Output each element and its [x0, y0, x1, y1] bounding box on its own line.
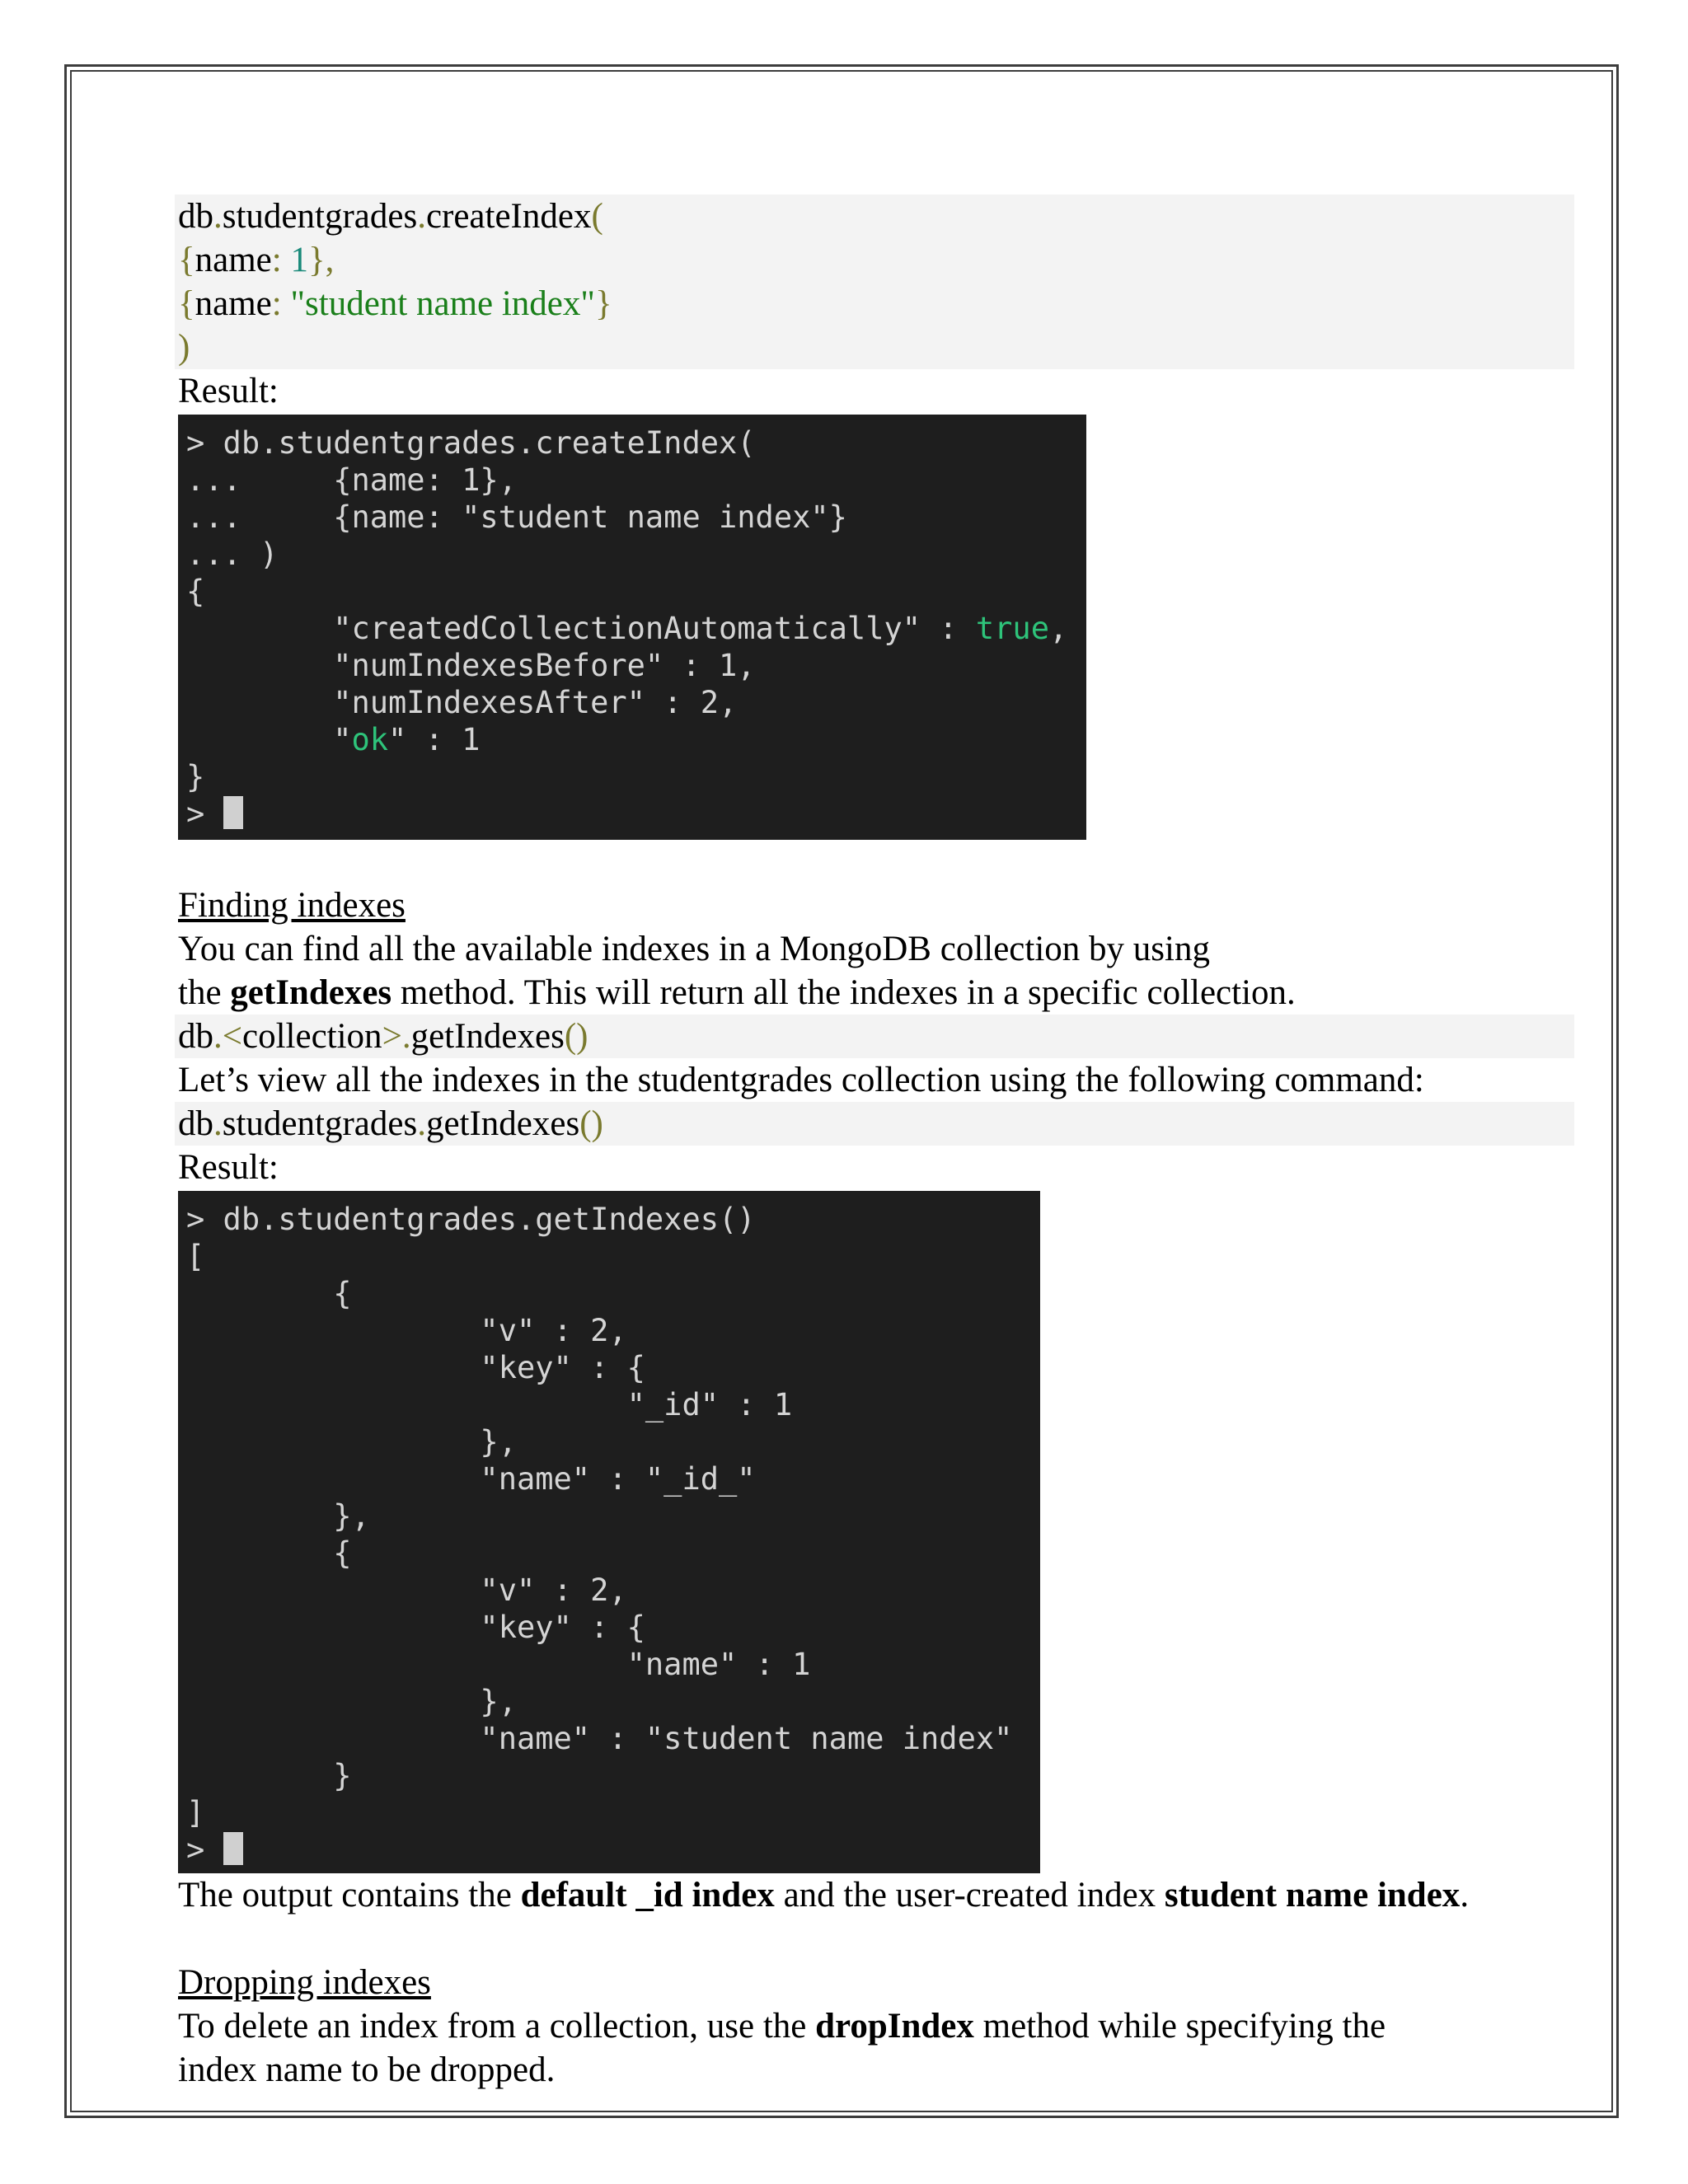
text: the: [178, 973, 231, 1012]
terminal-line: {: [186, 574, 205, 609]
create-index-code-block: [175, 194, 1574, 369]
code-token: db: [178, 197, 213, 236]
cursor-icon: [223, 796, 243, 829]
code-token: },: [307, 241, 335, 279]
terminal-line: [: [186, 1239, 205, 1274]
code-line: ): [178, 328, 190, 367]
code-token: collection: [242, 1017, 382, 1056]
paragraph: [178, 971, 1571, 1015]
code-token: :: [271, 241, 291, 279]
code-token: name: [195, 284, 272, 323]
terminal-text: ,: [1048, 611, 1068, 646]
code-token: .: [417, 1104, 426, 1143]
terminal-line: {: [186, 1276, 352, 1311]
terminal-text: "createdCollectionAutomatically" :: [186, 611, 976, 646]
terminal-line: }: [186, 759, 205, 794]
code-token: name: [195, 241, 272, 279]
text: The output contains the: [178, 1876, 521, 1915]
cursor-icon: [223, 1832, 243, 1865]
terminal-text: ": [186, 722, 352, 757]
terminal-line: [186, 721, 1078, 758]
terminal-line: ... ): [186, 537, 279, 572]
get-indexes-command-code: [175, 1102, 1574, 1146]
code-line: [178, 194, 1574, 238]
paragraph: [178, 1873, 1571, 1917]
code-token: db: [178, 1017, 213, 1056]
code-token: "student name index": [290, 284, 595, 323]
finding-indexes-heading: Finding indexes: [178, 886, 406, 925]
code-line: [178, 282, 1574, 326]
text: and the user-created index: [774, 1876, 1165, 1915]
text: method while specifying the: [973, 2007, 1386, 2046]
get-indexes-syntax-code: [175, 1015, 1574, 1058]
code-token: >: [382, 1017, 402, 1056]
terminal-prompt: >: [186, 796, 223, 832]
terminal-line: "v" : 2,: [186, 1313, 627, 1348]
code-token: (): [564, 1017, 588, 1056]
paragraph: Let’s view all the indexes in the studentgrades collection using the following command:: [178, 1061, 1424, 1099]
document-content: [178, 194, 1571, 2092]
text: .: [1460, 1876, 1470, 1915]
terminal-screenshot-create-index: [178, 415, 1086, 840]
code-token: :: [271, 284, 291, 323]
terminal-line: "v" : 2,: [186, 1572, 627, 1608]
terminal-line: },: [186, 1424, 517, 1460]
terminal-line: "numIndexesAfter" : 2,: [186, 685, 738, 720]
code-token: .: [213, 1017, 223, 1056]
terminal-line: "key" : {: [186, 1610, 645, 1645]
terminal-line: },: [186, 1498, 370, 1534]
terminal-line: "key" : {: [186, 1350, 645, 1385]
terminal-line: "name" : 1: [186, 1647, 811, 1682]
code-token: }: [594, 284, 612, 323]
terminal-line: > db.studentgrades.createIndex(: [186, 425, 756, 461]
code-token: (: [591, 197, 603, 236]
code-token: {: [178, 241, 195, 279]
terminal-line: [186, 610, 1078, 647]
paragraph: index name to be dropped.: [178, 2050, 556, 2089]
code-token: .: [213, 1104, 223, 1143]
terminal-line: }: [186, 1758, 352, 1793]
paragraph: You can find all the available indexes in a MongoDB collection by using: [178, 930, 1210, 968]
terminal-line: ... {name: 1},: [186, 462, 517, 498]
terminal-line: ... {name: "student name index"}: [186, 499, 847, 535]
terminal-line: "name" : "_id_": [186, 1461, 756, 1497]
code-token: studentgrades: [222, 197, 418, 236]
bold-text: default _id index: [520, 1876, 775, 1915]
code-token: db: [178, 1104, 213, 1143]
code-token: {: [178, 284, 195, 323]
code-token: (): [579, 1104, 603, 1143]
code-token: 1: [290, 241, 308, 279]
terminal-line: "name" : "student name index": [186, 1721, 1013, 1756]
method-name: dropIndex: [815, 2007, 974, 2046]
code-line: [178, 238, 1574, 282]
terminal-screenshot-get-indexes: [178, 1191, 1040, 1873]
code-token: .: [213, 197, 223, 236]
terminal-line: "_id" : 1: [186, 1387, 793, 1422]
terminal-line: > db.studentgrades.getIndexes(): [186, 1202, 756, 1237]
code-token: createIndex: [425, 197, 592, 236]
code-token: .: [417, 197, 426, 236]
terminal-text: true: [975, 611, 1049, 646]
spacer: [178, 840, 1571, 883]
method-name: getIndexes: [230, 973, 392, 1012]
terminal-line: {: [186, 1535, 352, 1571]
terminal-line: [186, 795, 1078, 832]
code-token: .: [401, 1017, 411, 1056]
code-token: getIndexes: [410, 1017, 565, 1056]
terminal-line: "numIndexesBefore" : 1,: [186, 648, 756, 683]
text: method. This will return all the indexes in a specific collection.: [392, 973, 1296, 1012]
paragraph: [178, 2004, 1571, 2048]
terminal-prompt: >: [186, 1832, 223, 1868]
result-label: Result:: [178, 372, 279, 410]
dropping-indexes-heading: Dropping indexes: [178, 1963, 431, 2002]
code-token: studentgrades: [222, 1104, 418, 1143]
terminal-line: [186, 1831, 1032, 1868]
result-label: Result:: [178, 1148, 279, 1187]
code-token: getIndexes: [425, 1104, 580, 1143]
terminal-text: " : 1: [388, 722, 481, 757]
bold-text: student name index: [1164, 1876, 1461, 1915]
text: To delete an index from a collection, use the: [178, 2007, 816, 2046]
terminal-line: ]: [186, 1795, 205, 1830]
terminal-line: },: [186, 1684, 517, 1719]
terminal-text: ok: [351, 722, 389, 757]
spacer: [178, 1917, 1571, 1961]
code-token: <: [222, 1017, 243, 1056]
